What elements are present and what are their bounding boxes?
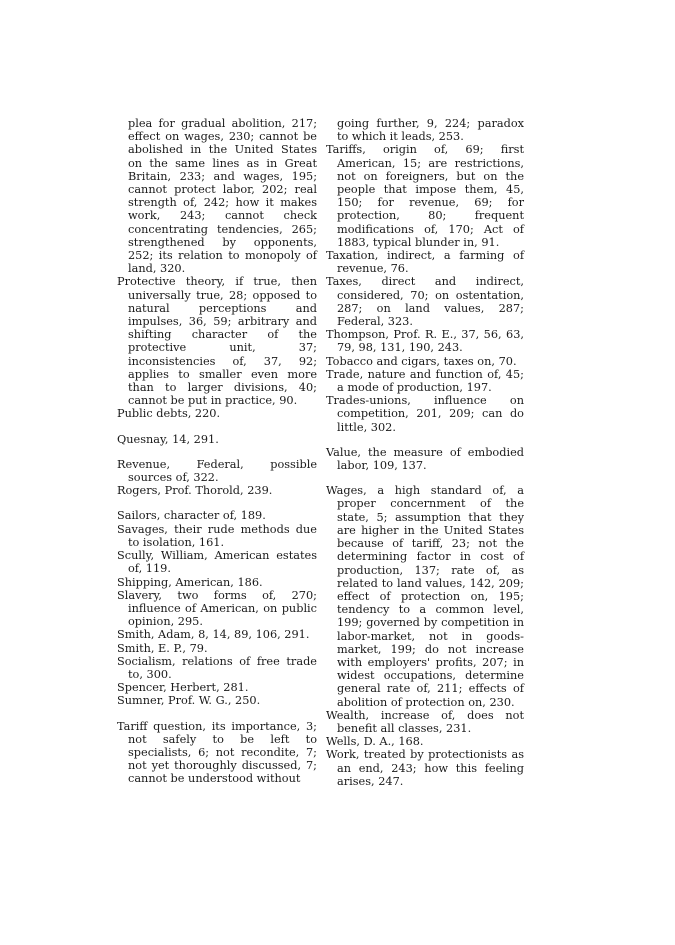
letter-section-gap [326,434,524,446]
right-index-column [326,117,524,788]
index-entry: Tariff question, its importance, 3; not safely to be left to specialists, 6; not recondite, 7; not yet thoroughly discussed, 7; cannot be understood without [117,719,317,786]
index-entry-continuation: plea for gradual abolition, 217; effect on wages, 230; cannot be abolished in the United States on the same lines as in Great Britain, 233; and wages, 195; cannot protect labor, 202; real strength of, 242; how it makes work, 243; cannot check concentrating tendencies, 265; strengthened by opponents, 252; its relation to monopoly of land, 320. [128,117,317,276]
index-entry: Taxation, indirect, a farming of revenue, 76. [326,249,524,276]
letter-section-gap [117,497,317,509]
index-entry: Savages, their rude methods due to isolation, 161. [117,522,317,549]
index-entry: Thompson, Prof. R. E., 37, 56, 63, 79, 98, 131, 190, 243. [326,328,524,355]
left-index-column [117,117,317,786]
index-entry-continuation: going further, 9, 224; paradox to which it leads, 253. [337,117,524,144]
index-entry: Rogers, Prof. Thorold, 239. [117,484,273,498]
index-entry: Socialism, relations of free trade to, 300. [117,654,317,681]
index-entry: Smith, E. P., 79. [117,641,208,655]
index-entry: Wells, D. A., 168. [326,735,424,749]
index-entry: Work, treated by protectionists as an end, 243; how this feeling arises, 247. [326,748,524,788]
index-entry: Revenue, Federal, possible sources of, 322. [117,457,317,485]
index-entry: Trades-unions, influence on competition, 201, 209; can do little, 302. [326,394,524,434]
index-entry: Taxes, direct and indirect, considered, 70; on ostentation, 287; on land values, 287; Federal, 323. [326,275,524,329]
index-entry: Value, the measure of embodied labor, 109, 137. [326,445,524,473]
letter-section-gap [117,446,317,458]
index-entry: Wealth, increase of, does not benefit all classes, 231. [326,708,524,735]
index-entry: Tariffs, origin of, 69; first American, 15; are restrictions, not on foreigners, but on the people that impose them, 45, 150; for revenue, 69; for protection, 80; frequent modifications of, 170; Act of 1883, typical blunder in, 91. [326,143,524,249]
index-entry: Sumner, Prof. W. G., 250. [117,694,261,708]
index-entry: Smith, Adam, 8, 14, 89, 106, 291. [117,628,310,642]
index-entry: Public debts, 220. [117,407,221,421]
index-entry: Wages, a high standard of, a proper concernment of the state, 5; assumption that they are higher in the United States because of tariff, 23; not the determining factor in cost of production, 137; rate of, as related to land values, 142, 209; effect of protection on, 195; tendency to a common level, 199; governed by competition in labor-market, not in goods-market, 199; do not increase with employers' profits, 207; in widest occupations, determine general rate of, 211; effects of abolition of protection on, 230. [326,484,524,709]
index-entry: Spencer, Herbert, 281. [117,681,249,695]
index-entry: Trade, nature and function of, 45; a mode of production, 197. [326,367,524,395]
index-entry: Protective theory, if true, then universally true, 28; opposed to natural perceptions and impulses, 36, 59; arbitrary and shifting character of the protective unit, 37; inconsistencies of, 37, 92; applies to smaller even more than to larger divisions, 40; cannot be put in practice, 90. [117,275,317,408]
index-entry: Tobacco and cigars, taxes on, 70. [326,354,517,368]
index-entry: Sailors, character of, 189. [117,509,266,523]
index-entry: Quesnay, 14, 291. [117,432,219,446]
letter-section-gap [117,421,317,433]
index-entry: Shipping, American, 186. [117,575,263,589]
letter-section-gap [117,708,317,720]
index-entry: Slavery, two forms of, 270; influence of American, on public opinion, 295. [117,588,317,629]
index-entry: Scully, William, American estates of, 119. [117,549,317,576]
letter-section-gap [326,472,524,484]
